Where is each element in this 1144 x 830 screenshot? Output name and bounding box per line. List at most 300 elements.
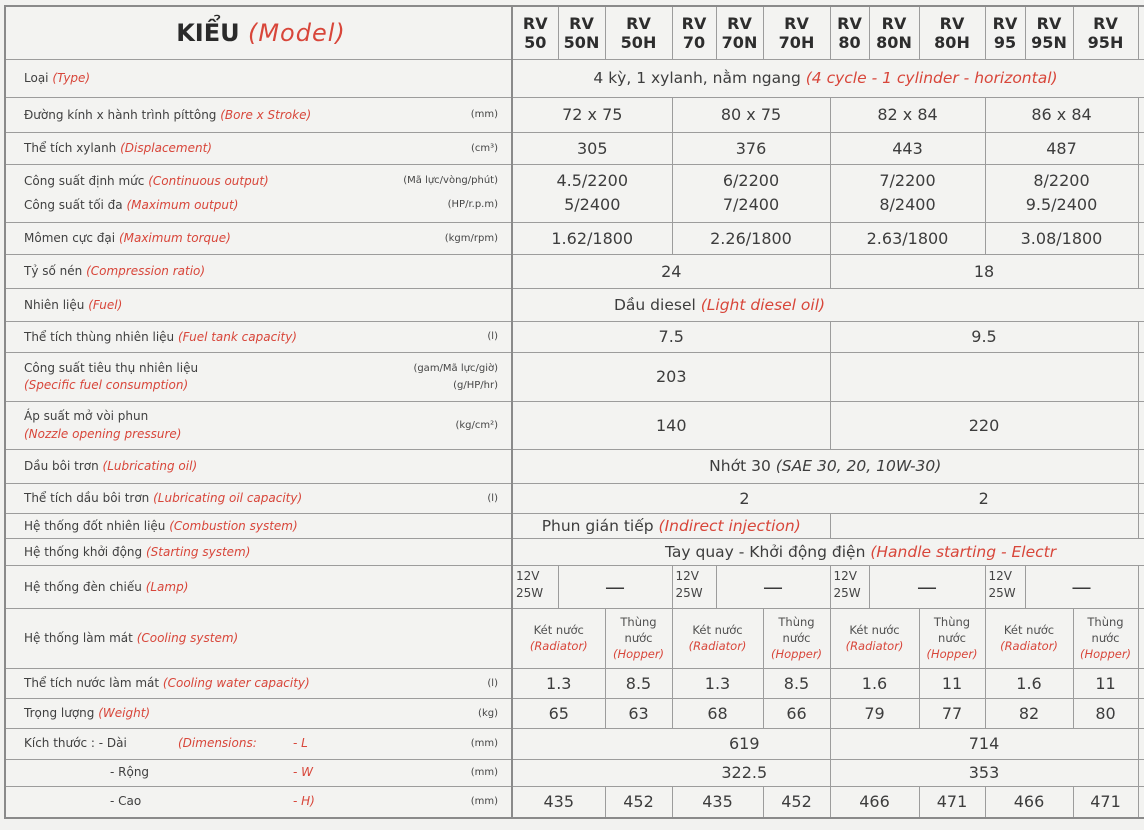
model-rv80h: [919, 6, 985, 59]
unit-label: (l): [487, 677, 498, 689]
model-prefix: RV: [681, 13, 707, 33]
model-code: 95N: [1031, 32, 1067, 52]
model-prefix: RV: [727, 13, 752, 33]
table-edge-cell: [1138, 401, 1144, 449]
label-wrap: [24, 545, 498, 559]
label-vi: Thể tích xylanh: [24, 141, 117, 155]
table-edge-cell: [1138, 565, 1144, 608]
label-wrap: [24, 580, 498, 594]
label-en: (Nozzle opening pressure): [24, 427, 182, 441]
label-text: [24, 193, 238, 217]
label-text: [24, 141, 212, 155]
value-cell: [830, 352, 1138, 401]
label-en: (Continuous output): [148, 174, 269, 188]
value-cell: 220: [830, 401, 1138, 449]
label-vi: Công suất tối đa: [24, 198, 123, 212]
row-lubricating-oil: [5, 449, 1144, 483]
value-cell: 11: [1073, 668, 1138, 698]
model-rv95: [985, 6, 1025, 59]
label-vi: - Cao: [110, 793, 142, 808]
model-code: 80: [838, 32, 861, 52]
model-rv70: [672, 6, 716, 59]
hopper-vi-2: nước: [782, 631, 811, 645]
lamp-spec: [830, 565, 869, 608]
value-cell: 466: [985, 786, 1073, 818]
label-en: - W: [293, 764, 314, 779]
model-rv50: [512, 6, 558, 59]
label-wrap: [24, 231, 498, 245]
value-cell: 82: [985, 698, 1073, 728]
unit-label: (mm): [470, 109, 498, 120]
label-en: (Lamp): [145, 579, 189, 594]
lamp-none: —: [558, 565, 672, 608]
value-cell: 466: [830, 786, 919, 818]
label-en: (Fuel): [88, 297, 123, 312]
maximum-output: 9.5/2400: [1025, 195, 1098, 214]
label-fuel: [5, 288, 512, 321]
label-dimension-length: [5, 728, 512, 759]
unit-label: (l): [487, 492, 498, 504]
unit-label: (kg/cm²): [455, 419, 498, 431]
label-wrap: [24, 330, 498, 344]
label-sfc: [5, 352, 512, 401]
lamp-spec: [672, 565, 716, 608]
label-fuel-tank: [5, 321, 512, 352]
value-cell: 68: [672, 698, 763, 728]
label-en: - L: [293, 735, 308, 750]
label-en: (Fuel tank capacity): [177, 329, 297, 344]
table-edge-cell: [1138, 352, 1144, 401]
label-vi: Trọng lượng: [24, 706, 95, 720]
label-text: [24, 706, 150, 720]
value-cell: 1.62/1800: [512, 222, 672, 254]
lamp-voltage: 12V: [675, 568, 699, 583]
unit-label: (kgm/rpm): [444, 232, 498, 244]
label-text: [24, 491, 302, 505]
value-en: (Light diesel oil): [700, 295, 826, 314]
radiator-vi: Két nước: [692, 623, 743, 637]
hopper-vi-1: Thùng: [620, 615, 657, 629]
label-text: [24, 519, 298, 533]
label-en: (Lubricating oil capacity): [153, 491, 303, 505]
model-code: 50H: [620, 32, 657, 52]
label-en: (Maximum torque): [118, 231, 231, 245]
model-rv70h: [763, 6, 830, 59]
label-vi: Công suất định mức: [24, 174, 145, 188]
value-cell: 77: [919, 698, 985, 728]
row-dimension-length: [5, 728, 1144, 759]
row-nozzle-pressure: [5, 401, 1144, 449]
model-rv70n: [716, 6, 763, 59]
table-edge-cell: [1138, 449, 1144, 483]
dimensions-prefix-en: (Dimensions:: [178, 735, 257, 750]
label-vi: Hệ thống làm mát: [24, 631, 133, 645]
value-cell: 86 x 84: [985, 97, 1138, 132]
label-vi: Nhiên liệu: [24, 297, 85, 312]
lamp-spec: [985, 565, 1025, 608]
value-vi: Nhớt 30: [709, 457, 771, 475]
label-text: [24, 264, 205, 278]
radiator-en: (Radiator): [529, 639, 588, 653]
model-title-vi: KIỂU: [176, 18, 240, 47]
value-cell: 435: [672, 786, 763, 818]
row-output: [5, 164, 1144, 222]
label-vi: Kích thước : - Dài: [24, 735, 127, 750]
hopper-en: (Hopper): [1079, 647, 1132, 661]
radiator-en: (Radiator): [1000, 639, 1058, 653]
label-en: (Cooling water capacity): [162, 676, 310, 690]
label-vi: Hệ thống đốt nhiên liệu: [24, 518, 166, 533]
model-prefix: RV: [881, 13, 907, 33]
maximum-output: 5/2400: [564, 195, 621, 214]
model-prefix: RV: [939, 13, 965, 33]
hopper-vi-2: nước: [1091, 631, 1120, 645]
lamp-wattage: 25W: [833, 585, 861, 600]
value-cell: 82 x 84: [830, 97, 985, 132]
value-cell: 353: [830, 759, 1138, 786]
value-cell: 305: [512, 132, 672, 164]
row-cooling-water: [5, 668, 1144, 698]
label-wrap: [24, 264, 498, 278]
label-lamp: [5, 565, 512, 608]
cooling-radiator: [985, 608, 1073, 668]
value-cell: 18: [830, 254, 1138, 288]
label-line-2: [24, 377, 498, 394]
cooling-hopper: [1073, 608, 1138, 668]
value-cell: 11: [919, 668, 985, 698]
value-cell: 714: [830, 728, 1138, 759]
row-fuel-tank: [5, 321, 1144, 352]
label-text: [24, 231, 231, 245]
label-vi: Thể tích nước làm mát: [24, 676, 160, 690]
value-cell: 79: [830, 698, 919, 728]
unit-label: (cm³): [470, 142, 498, 154]
label-vi: Đường kính x hành trình píttông: [24, 107, 217, 122]
label-en: (Bore x Stroke): [220, 107, 312, 122]
model-prefix: RV: [569, 13, 594, 33]
value-cell: 24: [512, 254, 830, 288]
lamp-wattage: 25W: [988, 585, 1016, 600]
row-specific-fuel-consumption: [5, 352, 1144, 401]
value-cell: 452: [763, 786, 830, 818]
label-torque: [5, 222, 512, 254]
label-type: [5, 59, 512, 97]
value-cell: 471: [919, 786, 985, 818]
table-edge-cell: [1138, 668, 1144, 698]
table-edge-cell: [1138, 698, 1144, 728]
label-vi: Loại: [24, 71, 49, 85]
label-vi: Công suất tiêu thụ nhiên liệu: [24, 360, 199, 375]
hopper-en: (Hopper): [770, 647, 823, 661]
model-code: 95H: [1087, 32, 1124, 52]
value-type: [512, 59, 1138, 97]
row-torque: [5, 222, 1144, 254]
hopper-en: (Hopper): [612, 647, 665, 661]
table-edge-cell: [1138, 254, 1144, 288]
value-cell: 1.6: [985, 668, 1073, 698]
row-cooling: [5, 608, 1144, 668]
hopper-vi-2: nước: [624, 631, 653, 645]
label-line-continuous: [24, 169, 498, 193]
model-code: 70: [682, 32, 706, 52]
value-cell: [985, 164, 1138, 222]
label-vi: - Rộng: [110, 764, 150, 779]
model-header-label: [5, 6, 512, 59]
row-bore: [5, 97, 1144, 132]
value-cell-empty: [830, 513, 1138, 538]
label-compression: [5, 254, 512, 288]
label-vi: Dầu bôi trơn: [24, 459, 99, 473]
label-wrap: [24, 519, 498, 533]
table-edge-cell: [1138, 759, 1144, 786]
value-cell: 471: [1073, 786, 1138, 818]
radiator-vi: Két nước: [533, 623, 584, 637]
value-en: (SAE 30, 20, 10W-30): [775, 457, 942, 475]
label-text: [24, 108, 311, 122]
row-displacement: [5, 132, 1144, 164]
table-edge-cell: [1138, 97, 1144, 132]
cooling-radiator: [512, 608, 605, 668]
unit-label: (l): [487, 331, 498, 342]
unit-label: (mm): [470, 766, 498, 778]
label-wrap: [24, 71, 498, 85]
unit-label: (mm): [470, 795, 498, 807]
unit-label-en: (g/HP/hr): [453, 379, 498, 391]
label-vi: Thể tích thùng nhiên liệu: [24, 329, 175, 344]
cooling-hopper: [763, 608, 830, 668]
table-edge-cell: [1138, 59, 1144, 97]
label-wrap: [24, 631, 498, 645]
label-en: (Lubricating oil): [102, 459, 198, 473]
label-dimension-width: [5, 759, 512, 786]
label-text: [24, 676, 310, 690]
value-cell: 2.26/1800: [672, 222, 830, 254]
continuous-output: 8/2200: [1033, 171, 1090, 190]
value-cell: 2.63/1800: [830, 222, 985, 254]
unit-label: (kg): [478, 707, 498, 719]
value-cell: 65: [512, 698, 605, 728]
model-code: 70H: [778, 32, 815, 52]
model-rv95n: [1025, 6, 1073, 59]
table-edge-cell: [1138, 6, 1144, 59]
label-en: (Displacement): [120, 141, 212, 155]
value-en: (Handle starting - Electr: [870, 542, 1057, 561]
engine-spec-table: [4, 5, 1144, 819]
hopper-vi-1: Thùng: [778, 615, 815, 629]
lamp-none: —: [869, 565, 985, 608]
model-prefix: RV: [784, 13, 809, 33]
value-cell: 376: [672, 132, 830, 164]
model-code: 50: [524, 32, 547, 52]
value-cell: 9.5: [830, 321, 1138, 352]
value-cell: [672, 164, 830, 222]
value-cell: [830, 164, 985, 222]
model-prefix: RV: [992, 13, 1018, 33]
model-prefix: RV: [1036, 13, 1062, 33]
row-lamp: [5, 565, 1144, 608]
unit-label: (Mã lực/vòng/phút): [403, 175, 498, 186]
value-cell: 7.5: [512, 321, 830, 352]
table-edge-cell: [1138, 786, 1144, 818]
label-wrap: [24, 676, 498, 690]
lamp-voltage: 12V: [833, 568, 857, 583]
value-cell: 443: [830, 132, 985, 164]
label-en: (Specific fuel consumption): [24, 377, 189, 392]
hopper-vi-1: Thùng: [933, 615, 971, 629]
label-en: (Compression ratio): [86, 264, 206, 278]
row-type: [5, 59, 1144, 97]
label-lube-capacity: [5, 483, 512, 513]
model-title-en: (Model): [247, 18, 346, 47]
label-weight: [5, 698, 512, 728]
model-prefix: RV: [837, 13, 862, 33]
cooling-radiator: [672, 608, 763, 668]
value-vi: Tay quay - Khởi động điện: [665, 542, 866, 561]
label-nozzle: [5, 401, 512, 449]
label-vi: Hệ thống đèn chiếu: [24, 579, 142, 594]
model-rv80: [830, 6, 869, 59]
value-cell: 80 x 75: [672, 97, 830, 132]
unit-label: (HP/r.p.m): [447, 199, 498, 210]
value-en: (4 cycle - 1 cylinder - horizontal): [805, 69, 1058, 87]
value-cell: 66: [763, 698, 830, 728]
lamp-spec: [512, 565, 558, 608]
value-cell: 452: [605, 786, 672, 818]
label-combustion: [5, 513, 512, 538]
label-lube-oil: [5, 449, 512, 483]
label-wrap: [24, 763, 498, 783]
value-cell: 3.08/1800: [985, 222, 1138, 254]
radiator-en: (Radiator): [845, 639, 904, 653]
value-cell: 1.3: [672, 668, 763, 698]
label-displacement: [5, 132, 512, 164]
hopper-en: (Hopper): [926, 647, 978, 661]
value-cell: 140: [512, 401, 830, 449]
maximum-output: 7/2400: [722, 195, 780, 214]
model-rv50h: [605, 6, 672, 59]
label-vi: Tỷ số nén: [24, 264, 83, 278]
label-cooling: [5, 608, 512, 668]
unit-label-vi: (gam/Mã lực/giờ): [413, 362, 498, 374]
label-lines: [24, 407, 182, 443]
row-combustion: [5, 513, 1144, 538]
lamp-none: —: [1025, 565, 1138, 608]
value-cell: 2: [512, 483, 830, 513]
label-wrap: [24, 141, 498, 155]
label-vi: Áp suất mở vòi phun: [24, 409, 149, 423]
model-code: 50N: [563, 32, 600, 52]
table-edge-cell: [1138, 483, 1144, 513]
value-vi: 4 kỳ, 1 xylanh, nằm ngang: [593, 69, 801, 87]
label-en: (Combustion system): [169, 518, 298, 533]
header-row: [5, 6, 1144, 59]
label-text: [24, 298, 122, 312]
value-cell: 203: [512, 352, 830, 401]
table-edge-cell: [1138, 288, 1144, 321]
value-cell: 619: [512, 728, 830, 759]
label-output: [5, 164, 512, 222]
model-code: 80N: [876, 32, 912, 52]
label-en: (Type): [52, 71, 91, 85]
label-text: [24, 580, 188, 594]
model-rv80n: [869, 6, 919, 59]
label-dimension-height: [5, 786, 512, 818]
label-wrap: [24, 298, 498, 312]
hopper-vi-2: nước: [938, 631, 966, 645]
table-edge-cell: [1138, 513, 1144, 538]
value-cell: 80: [1073, 698, 1138, 728]
value-cell: 1.3: [512, 668, 605, 698]
row-weight: [5, 698, 1144, 728]
label-text: [24, 71, 90, 85]
model-prefix: RV: [626, 13, 651, 33]
cooling-hopper: [605, 608, 672, 668]
radiator-vi: Két nước: [849, 623, 900, 637]
value-en: (Indirect injection): [658, 516, 801, 535]
continuous-output: 6/2200: [722, 171, 780, 190]
value-cell: 1.6: [830, 668, 919, 698]
label-line-maximum: [24, 193, 498, 217]
value-vi: Dầu diesel: [614, 295, 696, 314]
label-text: [24, 545, 250, 559]
value-starting: [512, 538, 1144, 565]
label-en: - H): [293, 793, 315, 808]
label-en: (Starting system): [145, 544, 251, 559]
maximum-output: 8/2400: [879, 195, 936, 214]
model-code: 80H: [934, 32, 970, 52]
value-lube-oil: [512, 449, 1138, 483]
unit-label: (mm): [470, 737, 498, 749]
label-vi: Hệ thống khởi động: [24, 544, 143, 559]
table-edge-cell: [1138, 728, 1144, 759]
label-text: [24, 169, 269, 193]
label-wrap: [24, 108, 498, 122]
table-edge-cell: [1138, 164, 1144, 222]
table-edge-cell: [1138, 608, 1144, 668]
lamp-voltage: 12V: [988, 568, 1012, 583]
continuous-output: 4.5/2200: [556, 171, 629, 190]
radiator-en: (Radiator): [688, 639, 747, 653]
value-cell: [512, 164, 672, 222]
value-cell: 8.5: [605, 668, 672, 698]
label-text: [24, 330, 297, 344]
row-fuel: [5, 288, 1144, 321]
label-bore: [5, 97, 512, 132]
value-cell: 487: [985, 132, 1138, 164]
label-wrap: [24, 459, 498, 473]
lamp-none: —: [716, 565, 830, 608]
label-vi: Mômen cực đại: [24, 231, 116, 245]
model-code: 70N: [721, 32, 758, 52]
label-wrap: [24, 706, 498, 720]
continuous-output: 7/2200: [879, 171, 936, 190]
cooling-radiator: [830, 608, 919, 668]
value-cell: 8.5: [763, 668, 830, 698]
value-cell: 2: [830, 483, 1138, 513]
value-cell: 435: [512, 786, 605, 818]
table-edge-cell: [1138, 132, 1144, 164]
label-text: [24, 459, 197, 473]
label-line-1: [24, 360, 498, 377]
model-rv95h: [1073, 6, 1138, 59]
label-text: [24, 631, 238, 645]
value-vi: Phun gián tiếp: [541, 516, 654, 535]
radiator-vi: Két nước: [1003, 623, 1055, 637]
lamp-voltage: 12V: [516, 568, 540, 583]
value-cell: 63: [605, 698, 672, 728]
label-cooling-water: [5, 668, 512, 698]
row-starting: [5, 538, 1144, 565]
